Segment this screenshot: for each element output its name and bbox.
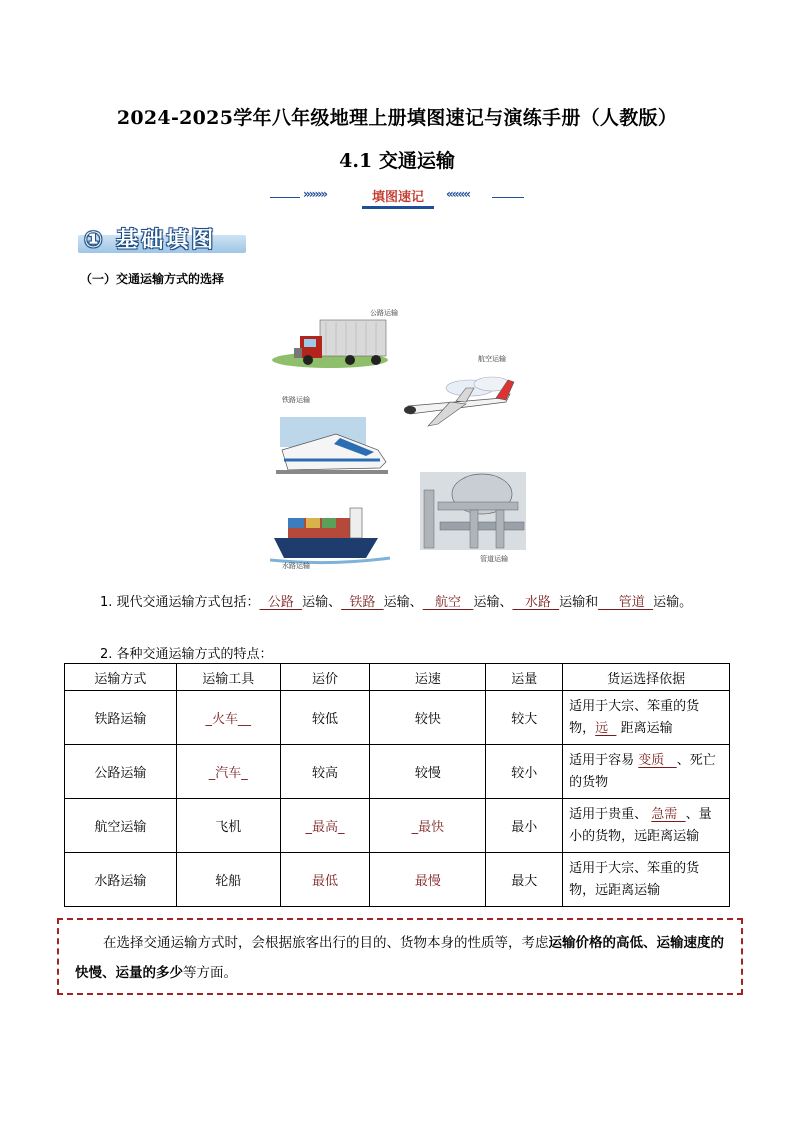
cell-price: _最高_	[280, 799, 370, 853]
summary-note-text	[75, 928, 729, 988]
answer-air: 航空	[422, 595, 474, 610]
basis-text: 适用于大宗、笨重的货物，远距离运输	[569, 860, 700, 898]
q1-text-3: 运输、	[473, 595, 513, 610]
cell-price: 最低	[280, 853, 370, 907]
note-text-1: 在选择交通运输方式时，会根据旅客出行的目的、货物本身的性质等，考虑	[103, 935, 549, 951]
question-2: 2. 各种交通运输方式的特点：	[100, 647, 273, 662]
table-row	[65, 745, 730, 799]
cell-speed: 最慢	[370, 853, 486, 907]
basis-text: 适用于大宗、笨重的货物，	[569, 698, 700, 736]
cell-speed: _最快	[370, 799, 486, 853]
header-price: 运价	[280, 664, 370, 691]
cell-basis	[563, 745, 730, 799]
answer-pipeline: 管道	[598, 595, 654, 610]
basis-answer: 远	[595, 720, 617, 736]
header-speed: 运速	[370, 664, 486, 691]
transport-illustration	[270, 302, 530, 574]
cell-volume: 较小	[486, 745, 563, 799]
cell-volume: 最大	[486, 853, 563, 907]
cell-volume: 最小	[486, 799, 563, 853]
caption-road: 公路运输	[370, 309, 398, 317]
cell-price: 较低	[280, 691, 370, 745]
chevron-left-icon: ««««	[446, 187, 470, 201]
chevron-right-icon: »»»»	[303, 187, 327, 201]
basis-text-after: 、死亡的货物	[569, 752, 716, 790]
section-badge	[72, 225, 246, 255]
caption-air: 航空运输	[478, 355, 506, 363]
table-row	[65, 853, 730, 907]
train-icon	[276, 417, 388, 474]
q1-prefix: 1. 现代交通运输方式包括：	[100, 595, 260, 610]
basis-text: 适用于容易	[569, 752, 639, 768]
caption-rail: 铁路运输	[282, 396, 310, 404]
basis-text-after: 距离运输	[616, 720, 673, 736]
banner-line-right	[492, 197, 524, 198]
header-volume: 运量	[486, 664, 563, 691]
table-header-row	[65, 664, 730, 691]
document-title: 2024-2025学年八年级地理上册填图速记与演练手册（人教版）	[116, 107, 678, 129]
cell-tool: _火车__	[176, 691, 280, 745]
cell-volume: 较大	[486, 691, 563, 745]
note-bold: 运输价格的高低、运输速度的快慢、运量的多少	[75, 935, 724, 981]
header-mode: 运输方式	[65, 664, 177, 691]
answer-road: 公路	[259, 595, 303, 610]
caption-water: 水路运输	[282, 562, 310, 570]
summary-note-box	[57, 918, 743, 995]
header-basis: 货运选择依据	[563, 664, 730, 691]
cell-basis	[563, 799, 730, 853]
cell-mode: 航空运输	[65, 799, 177, 853]
section-badge-text: ① 基础填图	[84, 228, 217, 253]
cell-speed: 较快	[370, 691, 486, 745]
cell-price: 较高	[280, 745, 370, 799]
banner-underline	[362, 206, 434, 209]
caption-pipeline: 管道运输	[480, 555, 508, 563]
basis-answer: 急需	[651, 806, 686, 822]
q1-text-2: 运输、	[383, 595, 423, 610]
cell-basis	[563, 853, 730, 907]
section-banner	[270, 186, 525, 208]
cell-mode: 水路运输	[65, 853, 177, 907]
cell-mode: 公路运输	[65, 745, 177, 799]
truck-icon	[272, 320, 388, 368]
question-1	[70, 590, 730, 616]
table-row	[65, 691, 730, 745]
banner-line-left	[270, 197, 300, 198]
answer-rail: 铁路	[341, 595, 384, 610]
airplane-icon	[404, 377, 514, 426]
lesson-title: 4.1 交通运输	[339, 150, 455, 172]
sub-heading: （一）交通运输方式的选择	[80, 272, 225, 286]
banner-label: 填图速记	[371, 190, 424, 205]
cell-basis	[563, 691, 730, 745]
cell-mode: 铁路运输	[65, 691, 177, 745]
cell-speed: 较慢	[370, 745, 486, 799]
q1-text-5: 运输。	[653, 595, 693, 610]
pipeline-icon	[420, 472, 526, 550]
cell-tool: _汽车_	[176, 745, 280, 799]
ship-icon	[270, 508, 390, 563]
answer-water: 水路	[512, 595, 560, 610]
basis-answer: 变质	[638, 752, 677, 768]
table-row	[65, 799, 730, 853]
note-text-2: 等方面。	[183, 965, 237, 981]
header-tool: 运输工具	[176, 664, 280, 691]
basis-text-after: 、量小的货物，远距离运输	[569, 806, 712, 844]
cell-tool: 飞机	[176, 799, 280, 853]
q1-text-4: 运输和	[559, 595, 599, 610]
transport-illustration-svg	[270, 302, 530, 574]
q1-text-1: 运输、	[302, 595, 342, 610]
transport-features-table	[64, 663, 730, 907]
basis-text: 适用于贵重、	[569, 806, 652, 822]
cell-tool: 轮船	[176, 853, 280, 907]
